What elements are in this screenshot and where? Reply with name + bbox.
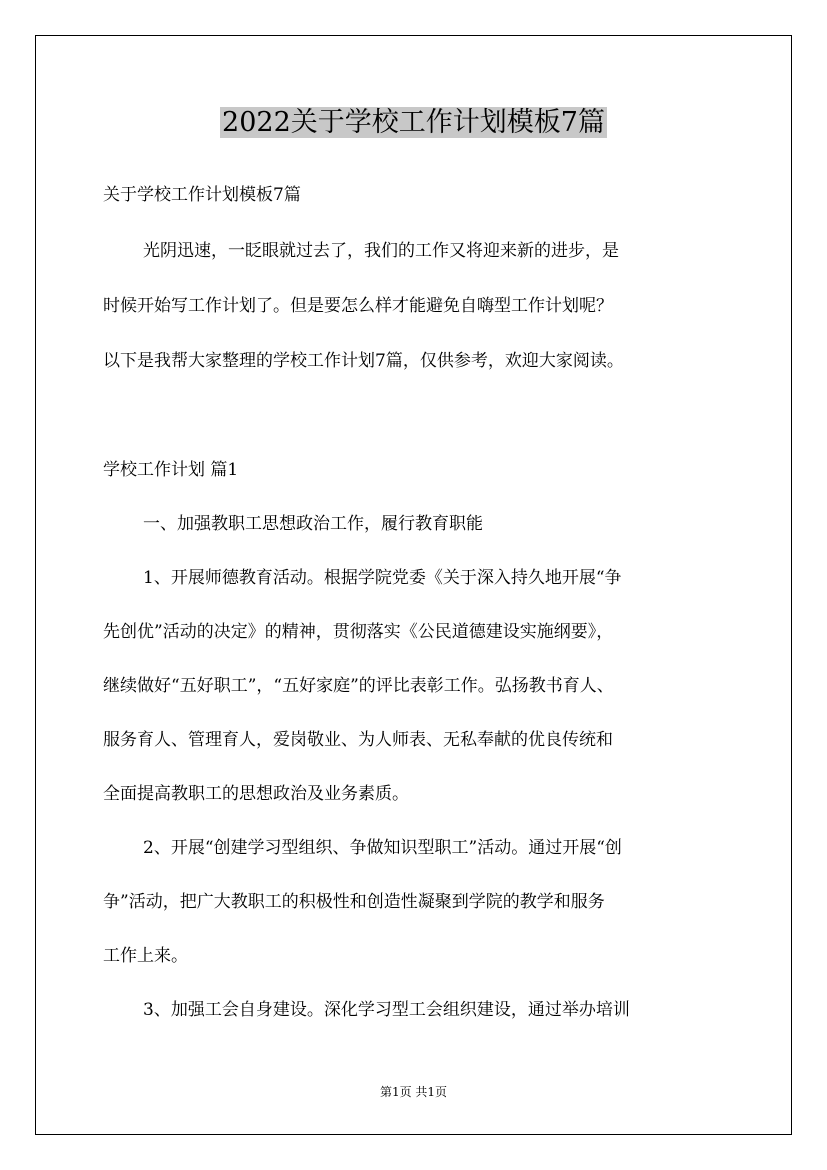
para1-line-4: 服务育人、管理育人，爱岗敬业、为人师表、无私奉献的优良传统和 [103,730,613,750]
para3-line-1: 3、加强工会自身建设。深化学习型工会组织建设，通过举办培训 [143,1000,630,1020]
item-heading: 一、加强教职工思想政治工作，履行教育职能 [143,514,483,534]
intro-line-2: 时候开始写工作计划了。但是要怎么样才能避免自嗨型工作计划呢？ [103,296,613,316]
para1-line-5: 全面提高教职工的思想政治及业务素质。 [103,784,409,804]
intro-line-1: 光阴迅速，一眨眼就过去了，我们的工作又将迎来新的进步，是 [143,241,619,261]
para2-line-1: 2、开展“创建学习型组织、争做知识型职工”活动。通过开展“创 [143,838,622,858]
document-title-text: 2022关于学校工作计划模板7篇 [222,107,605,138]
section-heading: 学校工作计划 篇1 [103,460,239,480]
document-subtitle: 关于学校工作计划模板7篇 [103,185,301,205]
intro-line-3: 以下是我帮大家整理的学校工作计划7篇，仅供参考，欢迎大家阅读。 [103,351,624,371]
para1-line-3: 继续做好“五好职工”，“五好家庭”的评比表彰工作。弘扬教书育人、 [103,676,614,696]
para2-line-2: 争”活动，把广大教职工的积极性和创造性凝聚到学院的教学和服务 [103,892,605,912]
para2-line-3: 工作上来。 [103,946,188,966]
page-footer: 第1页 共1页 [379,1085,448,1099]
para1-line-2: 先创优”活动的决定》的精神，贯彻落实《公民道德建设实施纲要》， [103,622,614,642]
document-title [0,104,827,142]
para1-line-1: 1、开展师德教育活动。根据学院党委《关于深入持久地开展“争 [143,568,622,588]
